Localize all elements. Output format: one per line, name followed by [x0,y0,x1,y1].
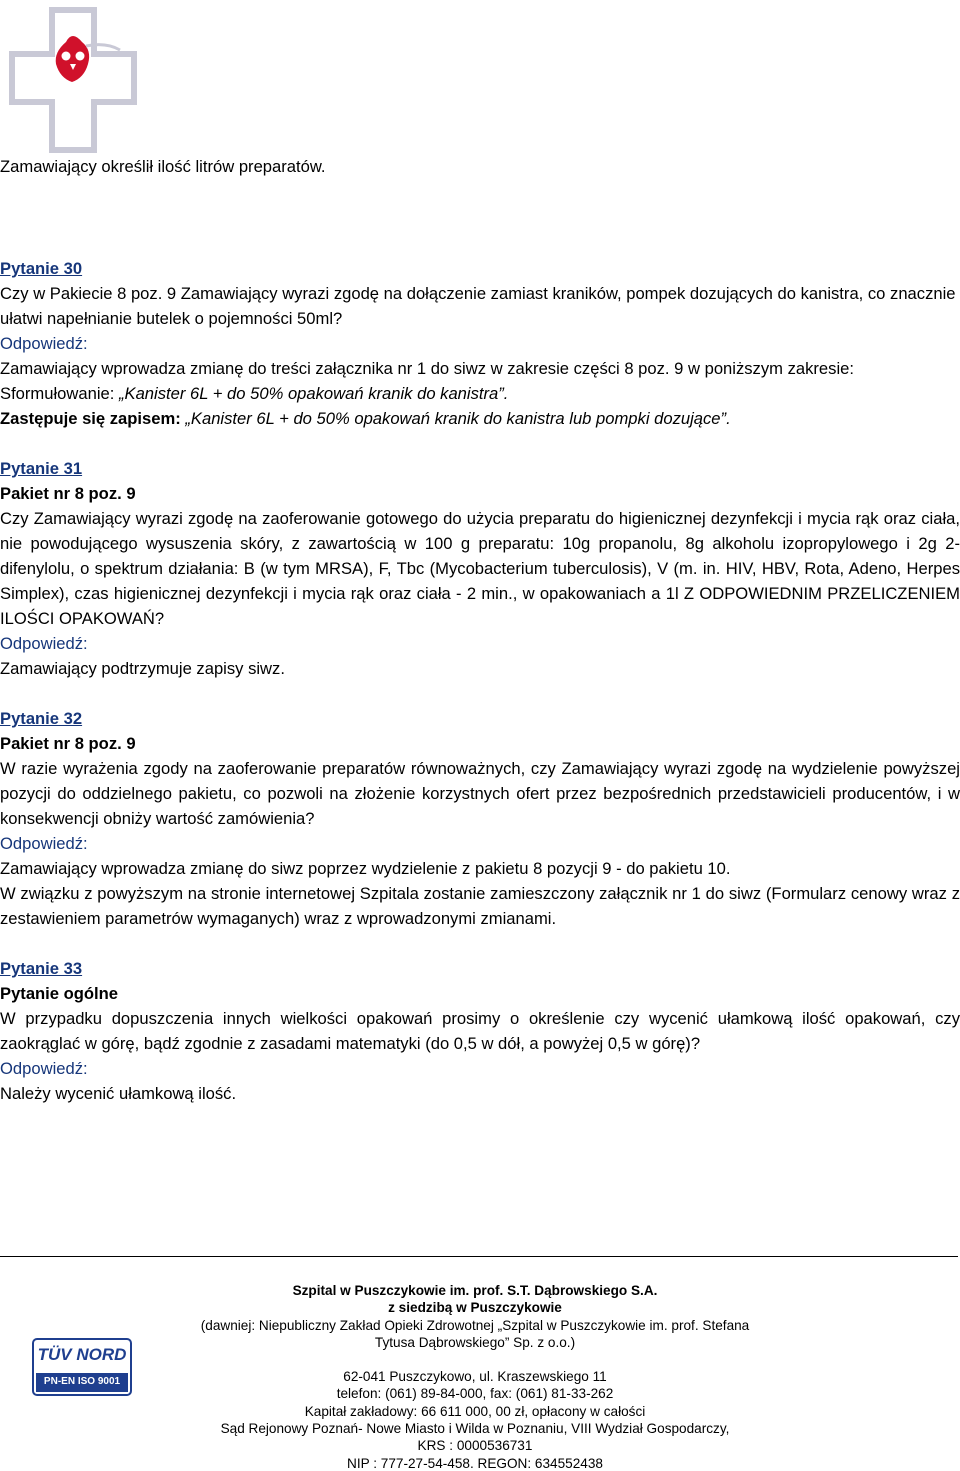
footer [190,1282,760,1471]
question-33-text: W przypadku dopuszczenia innych wielkości opakowań prosimy o określenie czy wycenić ułamkową ilość opakowań, czy zaokrąglać w górę, bądź zgodnie z zasadami matematyki (do 0,5 w dół, a powyżej 0,5 w górę)? [0,1009,960,1053]
hospital-logo-icon [8,6,138,154]
footer-phone: telefon: (061) 89-84-000, fax: (061) 81-33-262 [336,1386,614,1402]
footer-court: Sąd Rejonowy Poznań- Nowe Miasto i Wilda w Poznaniu, VIII Wydział Gospodarczy, [220,1421,730,1437]
question-32-package: Pakiet nr 8 poz. 9 [0,734,136,753]
question-31-answer: Zamawiający podtrzymuje zapisy siwz. [0,659,285,678]
answer-label: Odpowiedź: [0,1059,88,1078]
question-32-text: W razie wyrażenia zgody na zaoferowanie preparatów równoważnych, czy Zamawiający wyrazi zgodę na wydzielenie powyższej pozycji do oddzielnego pakietu, co pozwoli na złożenie korzystnych ofert przez bezpośrednich przedstawicieli producentów, i w konsekwencji obniży wartość zamówienia? [0,759,960,828]
answer-label: Odpowiedź: [0,634,88,653]
question-31-text: Czy Zamawiający wyrazi zgodę na zaoferowanie gotowego do użycia preparatu do higienicznej dezynfekcji i mycia rąk oraz ciała, nie powodującego wysuszenia skóry, z zawartością w 100 g preparatu: 10g propanolu, 8g alkoholu izopropylowego i 2g 2-difenylolu, o spektrum działania: B (w tym MRSA), F, Tbc (Mycobacterium tuberculosis), V (m. in. HIV, HBV, Rota, Adeno, Herpes Simplex), czas higienicznej dezynfekcji i mycia rąk oraz ciała - 2 min., w opakowaniach a 1l Z ODPOWIEDNIM PRZELICZENIEM ILOŚCI OPAKOWAŃ? [0,509,960,628]
tuv-standard: PN-EN ISO 9001 [43,1376,121,1387]
footer-seat: z siedzibą w Puszczykowie [388,1300,562,1316]
footer-divider [0,1256,958,1257]
footer-capital: Kapitał zakładowy: 66 611 000, 00 zł, opłacony w całości [304,1403,646,1419]
question-30-title: Pytanie 30 [0,259,83,278]
question-30-answer: Zamawiający wprowadza zmianę do treści załącznika nr 1 do siwz w zakresie części 8 poz. 9 w poniższym zakresie: [0,359,854,378]
question-32-answer-2: W związku z powyższym na stronie internetowej Szpitala zostanie zamieszczony załącznik nr 1 do siwz (Formularz cenowy wraz z zestawieniem parametrów wymaganych) wraz z wprowadzonymi zmianami. [0,884,960,928]
question-31-package: Pakiet nr 8 poz. 9 [0,484,136,503]
footer-nip: NIP : 777-27-54-458. REGON: 634552438 [347,1455,603,1471]
question-30-formulation [0,381,960,406]
intro-text: Zamawiający określił ilość litrów preparatów. [0,157,326,176]
answer-label: Odpowiedź: [0,834,88,853]
question-32-title: Pytanie 32 [0,709,83,728]
footer-address: 62-041 Puszczykowo, ul. Kraszewskiego 11 [343,1369,607,1385]
answer-label: Odpowiedź: [0,334,88,353]
formulation-text: „Kanister 6L + do 50% opakowań kranik do kanistra”. [118,384,509,403]
question-30-text: Czy w Pakiecie 8 poz. 9 Zamawiający wyrazi zgodę na dołączenie zamiast kraników, pompek dozujących do kanistra, co znacznie ułatwi napełnianie butelek o pojemności 50ml? [0,284,956,328]
footer-hospital-name: Szpital w Puszczykowie im. prof. S.T. Dąbrowskiego S.A. [292,1283,658,1298]
document-body [0,154,960,1106]
replacement-text: „Kanister 6L + do 50% opakowań kranik do kanistra lub pompki dozujące”. [185,409,731,428]
question-31-title: Pytanie 31 [0,459,83,478]
replacement-label: Zastępuje się zapisem: [0,409,186,428]
question-32-answer-1: Zamawiający wprowadza zmianę do siwz poprzez wydzielenie z pakietu 8 pozycji 9 - do pakietu 10. [0,859,731,878]
question-33-package: Pytanie ogólne [0,984,119,1003]
formulation-label: Sformułowanie: [0,384,119,403]
footer-krs: KRS : 0000536731 [417,1438,533,1454]
question-30-replacement [0,406,960,431]
question-33-title: Pytanie 33 [0,959,83,978]
footer-formerly: (dawniej: Niepubliczny Zakład Opieki Zdrowotnej „Szpital w Puszczykowie im. prof. Stefana Tytusa Dąbrowskiego” Sp. z o.o.) [200,1317,750,1350]
tuv-nord-logo [32,1338,132,1396]
tuv-brand: TÜV NORD [37,1345,127,1364]
question-33-answer: Należy wycenić ułamkową ilość. [0,1084,237,1103]
